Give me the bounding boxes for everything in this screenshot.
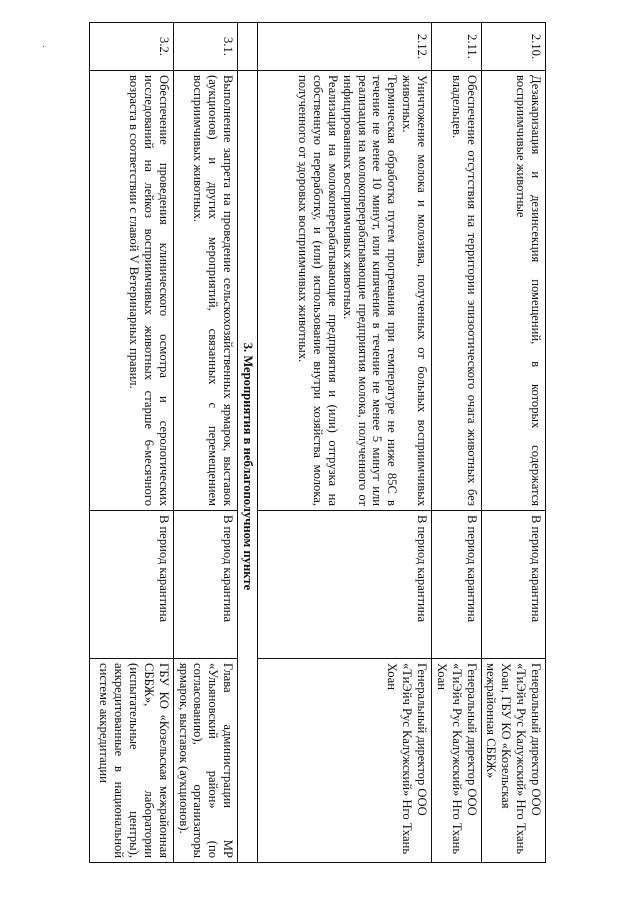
row-term: В период карантина — [481, 511, 545, 659]
measures-table — [89, 22, 546, 863]
row-responsible: Генеральный директор ООО «ТиЭйч Рус Калужский» Нго Тхань Хоан — [431, 659, 481, 863]
section-3-title: 3. Мероприятия в неблагополучном пункте — [238, 71, 258, 863]
table-row — [173, 23, 237, 863]
rotated-sheet — [96, 22, 546, 862]
row-action: Дезакаризация и дезинсекция помещений, в которых содержатся восприимчивые животные — [481, 71, 545, 511]
row-action — [257, 71, 431, 511]
action-paragraph: Уничтожение молока и молозива, полученных от больных восприимчивых животных. — [400, 75, 429, 506]
row-action: Обеспечение отсутствия на территории эпизоотического очага животных без владельцев. — [431, 71, 481, 511]
row-term: В период карантина — [431, 511, 481, 659]
table-row — [431, 23, 481, 863]
row-number: 3.2. — [89, 23, 173, 71]
row-responsible: ГБУ КО «Козельская межрайонная СББЖ», лаборатории (испытательные центры), аккредитованные в национальной системе аккредитации — [89, 659, 173, 863]
row-term: В период карантина — [173, 511, 237, 659]
row-responsible: Генеральный директор ООО «ТиЭйч Рус Калужский» Нго Тхань Хоан, ГБУ КО «Козельская межрайонная СББЖ» — [481, 659, 545, 863]
action-paragraph: Термическая обработка путем прогревания при температуре не ниже 85С в течение не менее 10 минут, или кипячение в течение не менее 5 минут или реализация на молокоперерабатывающие предприятия молока, полученного от инфицированных восприимчивых животных. — [340, 75, 400, 506]
table-row — [89, 23, 173, 863]
row-number: 2.11. — [431, 23, 481, 71]
section-header-row — [238, 23, 258, 863]
row-number: 2.12. — [257, 23, 431, 71]
row-action: Выполнение запрета на проведение сельскохозяйственных ярмарок, выставок (аукционов) и других мероприятий, связанных с перемещением восприимчивых животных. — [173, 71, 237, 511]
row-action: Обеспечение проведения клинического осмотра и серологических исследований на лейкоз восприимчивых животных старше 6-месячного возраста в соответствии с главой V Ветеринарных правил. — [89, 71, 173, 511]
table-row — [257, 23, 431, 863]
row-term: В период карантина — [89, 511, 173, 659]
row-responsible: Генеральный директор ООО «ТиЭйч Рус Калужский» Нго Тхань Хоан — [257, 659, 431, 863]
row-term: В период карантина — [257, 511, 431, 659]
row-number: 3.1. — [173, 23, 237, 71]
row-number: 2.10. — [481, 23, 545, 71]
table-row — [481, 23, 545, 863]
row-responsible: Глава администрации МР «Ульяновский район» (по согласованию), организаторы ярмарок, выставок (аукционов). — [173, 659, 237, 863]
action-paragraph: Реализация на молокоперерабатывающие предприятия и (или) отгрузка на собственную переработку, и (или) использование внутри хозяйства молока, полученного от здоровых восприимчивых животных. — [296, 75, 340, 506]
stray-mark: · — [42, 42, 46, 53]
